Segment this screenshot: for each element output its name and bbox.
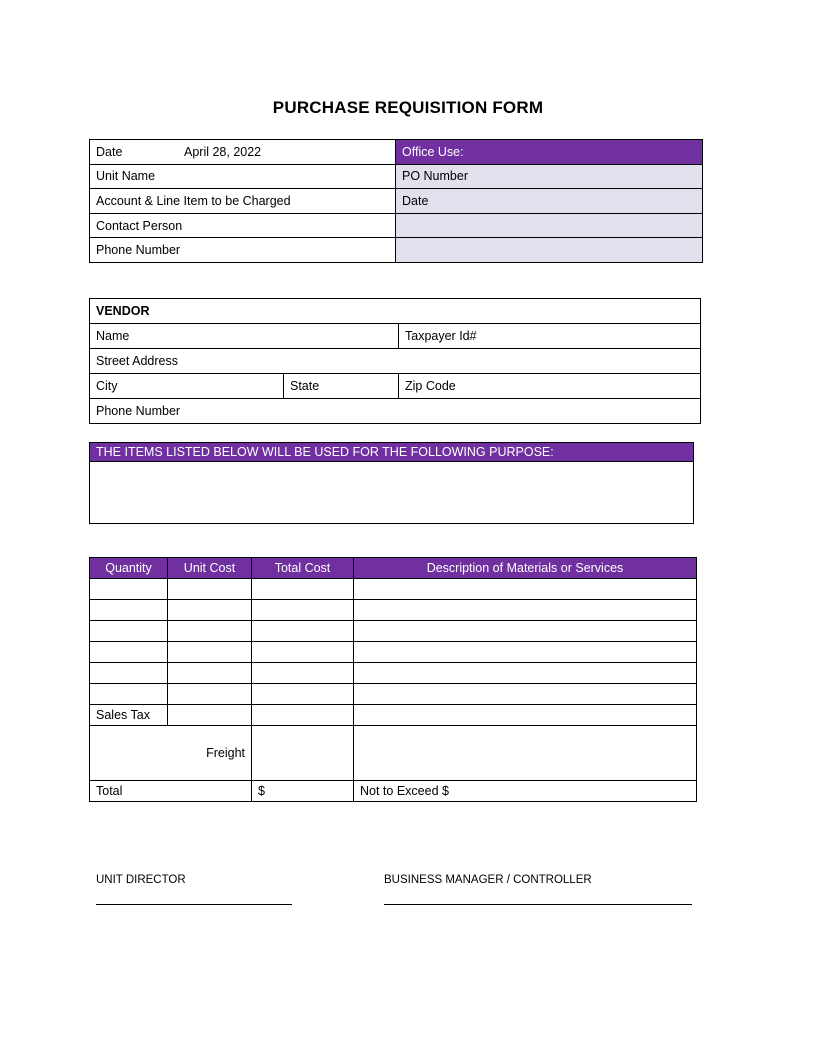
total-cost-header: Total Cost	[252, 558, 354, 579]
quantity-cell[interactable]	[90, 621, 168, 642]
date-value: April 28, 2022	[184, 144, 262, 159]
purpose-text-area[interactable]	[90, 462, 694, 524]
purpose-heading: THE ITEMS LISTED BELOW WILL BE USED FOR THE FOLLOWING PURPOSE:	[90, 443, 694, 462]
zip-code-field[interactable]: Zip Code	[399, 374, 701, 399]
vendor-name-field[interactable]: Name	[90, 324, 399, 349]
sales-tax-unit-cell[interactable]	[168, 705, 252, 726]
quantity-cell[interactable]	[90, 684, 168, 705]
unit-director-signature-line[interactable]	[96, 904, 292, 905]
item-row	[90, 600, 697, 621]
account-line-item-field[interactable]: Account & Line Item to be Charged	[90, 189, 396, 214]
taxpayer-id-field[interactable]: Taxpayer Id#	[399, 324, 701, 349]
quantity-cell[interactable]	[90, 579, 168, 600]
description-cell[interactable]	[354, 579, 697, 600]
quantity-header: Quantity	[90, 558, 168, 579]
vendor-heading: VENDOR	[90, 299, 701, 324]
unit-cost-cell[interactable]	[168, 642, 252, 663]
unit-director-label: UNIT DIRECTOR	[96, 874, 186, 886]
requester-info-table	[89, 139, 703, 263]
unit-cost-cell[interactable]	[168, 579, 252, 600]
description-cell[interactable]	[354, 684, 697, 705]
contact-person-field[interactable]: Contact Person	[90, 213, 396, 238]
purpose-table	[89, 442, 694, 524]
date-label: Date	[96, 144, 123, 159]
sales-tax-description-cell[interactable]	[354, 705, 697, 726]
freight-total-cell[interactable]	[252, 726, 354, 781]
freight-row	[90, 726, 697, 781]
sales-tax-total-cell[interactable]	[252, 705, 354, 726]
item-row	[90, 663, 697, 684]
description-cell[interactable]	[354, 663, 697, 684]
state-field[interactable]: State	[284, 374, 399, 399]
freight-description-cell[interactable]	[354, 726, 697, 781]
vendor-table	[89, 298, 701, 424]
requester-phone-field[interactable]: Phone Number	[90, 238, 396, 263]
item-row	[90, 621, 697, 642]
freight-label: Freight	[90, 726, 252, 781]
office-use-blank-1[interactable]	[396, 213, 703, 238]
date-cell[interactable]	[90, 140, 396, 165]
business-manager-signature-line[interactable]	[384, 904, 692, 905]
city-field[interactable]: City	[90, 374, 284, 399]
sales-tax-row	[90, 705, 697, 726]
quantity-cell[interactable]	[90, 663, 168, 684]
total-cost-cell[interactable]	[252, 642, 354, 663]
not-to-exceed-cell[interactable]: Not to Exceed $	[354, 781, 697, 802]
unit-cost-cell[interactable]	[168, 663, 252, 684]
item-row	[90, 684, 697, 705]
description-cell[interactable]	[354, 600, 697, 621]
description-cell[interactable]	[354, 621, 697, 642]
total-cost-cell[interactable]	[252, 600, 354, 621]
unit-cost-cell[interactable]	[168, 600, 252, 621]
business-manager-label: BUSINESS MANAGER / CONTROLLER	[384, 874, 592, 886]
description-cell[interactable]	[354, 642, 697, 663]
unit-name-field[interactable]: Unit Name	[90, 164, 396, 189]
office-date-field[interactable]: Date	[396, 189, 703, 214]
total-row	[90, 781, 697, 802]
total-cost-cell[interactable]	[252, 684, 354, 705]
total-label: Total	[90, 781, 252, 802]
unit-cost-cell[interactable]	[168, 621, 252, 642]
street-address-field[interactable]: Street Address	[90, 349, 701, 374]
total-cost-cell[interactable]	[252, 621, 354, 642]
item-row	[90, 642, 697, 663]
description-header: Description of Materials or Services	[354, 558, 697, 579]
total-amount-cell[interactable]: $	[252, 781, 354, 802]
office-use-label: Office Use:	[396, 140, 703, 165]
quantity-cell[interactable]	[90, 642, 168, 663]
sales-tax-label: Sales Tax	[90, 705, 168, 726]
po-number-field[interactable]: PO Number	[396, 164, 703, 189]
items-table	[89, 557, 697, 802]
total-cost-cell[interactable]	[252, 579, 354, 600]
vendor-phone-field[interactable]: Phone Number	[90, 399, 701, 424]
unit-cost-cell[interactable]	[168, 684, 252, 705]
unit-cost-header: Unit Cost	[168, 558, 252, 579]
total-cost-cell[interactable]	[252, 663, 354, 684]
office-use-blank-2[interactable]	[396, 238, 703, 263]
form-title: PURCHASE REQUISITION FORM	[272, 98, 544, 117]
quantity-cell[interactable]	[90, 600, 168, 621]
item-row	[90, 579, 697, 600]
